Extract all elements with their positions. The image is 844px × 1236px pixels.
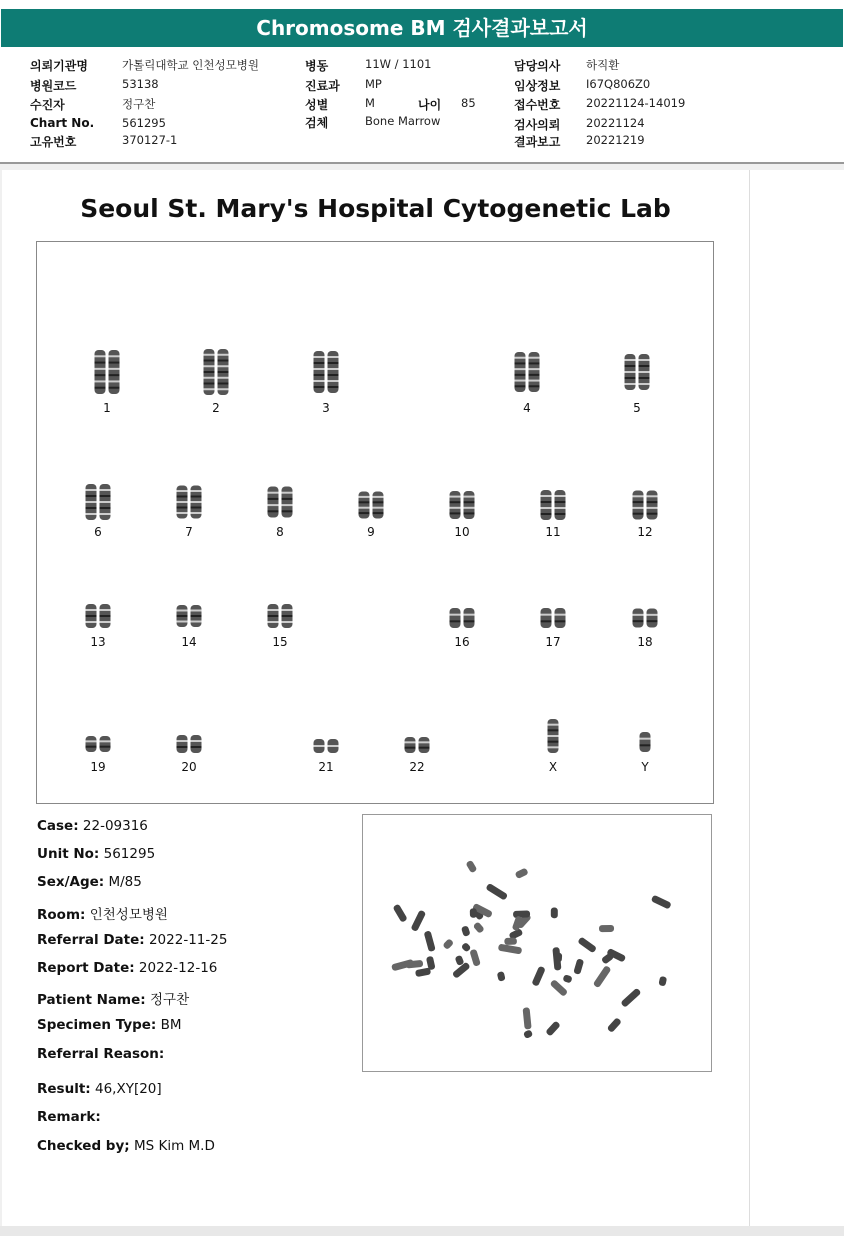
label-patient: 수진자: [30, 98, 65, 112]
metaphase-chromosome: [620, 988, 641, 1008]
report-date-line: [37, 960, 217, 976]
metaphase-chromosome: [442, 938, 454, 950]
report-date-value: 2022-12-16: [138, 960, 218, 976]
metaphase-chromosome: [523, 1029, 533, 1039]
chromosome-label-15: 15: [272, 635, 288, 649]
chromosome-pair-22: [405, 737, 430, 753]
value-receipt-no: 20221124-14019: [586, 96, 686, 110]
metaphase-chromosome: [424, 930, 436, 952]
value-specimen: Bone Marrow: [365, 114, 441, 128]
karyotype-image: [37, 242, 713, 803]
specimen-type-line: [37, 1017, 182, 1033]
chromosome-pair-19: [86, 736, 111, 752]
chromosome-label-1: 1: [103, 401, 111, 415]
metaphase-chromosome: [461, 925, 471, 937]
chromosome-pair-4: [515, 352, 540, 392]
sex-age-value: M/85: [108, 874, 142, 890]
patient-name-label: Patient Name:: [37, 992, 146, 1008]
chromosome-pair-11: [541, 490, 566, 520]
chromosome-label-20: 20: [181, 760, 197, 774]
metaphase-spread: [363, 815, 711, 1071]
metaphase-chromosome: [515, 868, 529, 880]
specimen-type-value: BM: [160, 1017, 182, 1033]
value-hospital-code: 53138: [122, 77, 159, 91]
metaphase-chromosome: [469, 949, 481, 967]
chromosome-label-4: 4: [523, 401, 531, 415]
case-label: Case:: [37, 818, 79, 834]
chromosome-pair-8: [268, 487, 293, 518]
value-clinical-info: I67Q806Z0: [586, 77, 651, 91]
chromosome-label-19: 19: [90, 760, 106, 774]
chromosome-pair-20: [177, 735, 202, 753]
metaphase-chromosome: [470, 908, 477, 918]
metaphase-chromosome: [473, 921, 485, 933]
unit-no-value: 561295: [103, 846, 156, 862]
chromosome-pair-16: [450, 608, 475, 628]
metaphase-chromosome: [513, 910, 530, 918]
metaphase-chromosome: [573, 958, 584, 975]
result-value: 46,XY[20]: [94, 1081, 162, 1097]
room-value: 인천성모병원: [89, 907, 168, 923]
chromosome-pair-5: [625, 354, 650, 390]
chromosome-pair-X: [548, 719, 559, 753]
metaphase-chromosome: [658, 976, 667, 987]
metaphase-chromosome: [497, 971, 506, 982]
metaphase-chromosome: [410, 910, 426, 932]
report-date-label: Report Date:: [37, 960, 135, 976]
value-doctor: 하직환: [586, 58, 620, 72]
chromosome-pair-2: [204, 349, 229, 395]
value-patient: 정구찬: [122, 97, 156, 111]
label-chart-no: Chart No.: [30, 116, 95, 130]
chromosome-label-Y: Y: [641, 760, 649, 774]
referral-reason-line: [37, 1046, 164, 1062]
metaphase-chromosome: [531, 966, 545, 987]
label-receipt-no: 접수번호: [514, 98, 561, 112]
chromosome-label-3: 3: [322, 401, 330, 415]
metaphase-chromosome: [551, 908, 558, 919]
chromosome-label-9: 9: [367, 525, 375, 539]
metaphase-chromosome: [577, 936, 597, 953]
chromosome-pair-10: [450, 491, 475, 519]
sex-age-label: Sex/Age:: [37, 874, 105, 890]
unit-no-line: [37, 846, 155, 862]
chromosome-label-8: 8: [276, 525, 284, 539]
label-department: 진료과: [305, 79, 340, 93]
metaphase-chromosome: [523, 1007, 532, 1029]
label-institution: 의뢰기관명: [30, 59, 88, 73]
label-ward: 병동: [305, 59, 329, 73]
value-chart-no: 561295: [122, 116, 166, 130]
chromosome-label-21: 21: [318, 760, 334, 774]
chromosome-label-14: 14: [181, 635, 197, 649]
bottom-strip: [0, 1226, 844, 1236]
case-line: [37, 818, 148, 834]
referral-reason-label: Referral Reason:: [37, 1046, 165, 1062]
lab-title: Seoul St. Mary's Hospital Cytogenetic Lab: [80, 194, 671, 223]
metaphase-chromosome: [498, 944, 522, 955]
label-hospital-code: 병원코드: [30, 79, 77, 93]
value-result-report: 20221219: [586, 133, 645, 147]
value-age: 85: [461, 96, 476, 110]
chromosome-pair-13: [86, 604, 111, 628]
metaphase-chromosome: [593, 965, 612, 988]
room-line: [37, 903, 168, 923]
referral-date-label: Referral Date:: [37, 932, 145, 948]
metaphase-chromosome: [461, 942, 472, 953]
chromosome-label-5: 5: [633, 401, 641, 415]
metaphase-chromosome: [651, 895, 672, 910]
label-clinical-info: 임상정보: [514, 79, 561, 93]
remark-line: [37, 1109, 101, 1125]
referral-date-value: 2022-11-25: [148, 932, 228, 948]
result-line: [37, 1081, 162, 1097]
chromosome-label-10: 10: [454, 525, 470, 539]
checked-by-line: [37, 1138, 215, 1154]
chromosome-pair-17: [541, 608, 566, 628]
chromosome-label-16: 16: [454, 635, 470, 649]
right-gutter: [749, 170, 844, 1226]
report-title: Chromosome BM 검사결과보고서: [1, 9, 843, 47]
patient-name-line: [37, 988, 189, 1008]
karyotype-panel: [36, 241, 714, 804]
checked-by-label: Checked by;: [37, 1138, 130, 1154]
specimen-type-label: Specimen Type:: [37, 1017, 157, 1033]
chromosome-pair-9: [359, 492, 384, 519]
metaphase-image: [362, 814, 712, 1072]
chromosome-label-2: 2: [212, 401, 220, 415]
value-sex: M: [365, 96, 375, 110]
metaphase-chromosome: [562, 974, 572, 983]
label-sex: 성별: [305, 98, 329, 112]
metaphase-chromosome: [555, 953, 563, 963]
value-ward: 11W / 1101: [365, 57, 432, 71]
checked-by-value: MS Kim M.D: [133, 1138, 215, 1154]
chromosome-label-17: 17: [545, 635, 561, 649]
value-institution: 가톨릭대학교 인천성모병원: [122, 58, 259, 72]
chromosome-pair-14: [177, 605, 202, 627]
chromosome-pair-3: [314, 351, 339, 393]
metaphase-chromosome: [391, 959, 414, 972]
value-test-request: 20221124: [586, 116, 645, 130]
unit-no-label: Unit No:: [37, 846, 100, 862]
patient-name-value: 정구찬: [149, 992, 190, 1008]
room-label: Room:: [37, 907, 86, 923]
chromosome-label-11: 11: [545, 525, 561, 539]
chromosome-label-6: 6: [94, 525, 102, 539]
chromosome-pair-Y: [640, 732, 651, 752]
chromosome-pair-1: [95, 350, 120, 394]
chromosome-pair-6: [86, 484, 111, 520]
case-value: 22-09316: [82, 818, 148, 834]
metaphase-chromosome: [607, 1017, 622, 1033]
chromosome-pair-7: [177, 486, 202, 519]
metaphase-chromosome: [392, 904, 407, 923]
metaphase-chromosome: [415, 967, 431, 977]
label-test-request: 검사의뢰: [514, 118, 561, 132]
label-specimen: 검체: [305, 116, 329, 130]
metaphase-chromosome: [504, 938, 517, 945]
referral-date-line: [37, 932, 227, 948]
chromosome-pair-21: [314, 739, 339, 753]
chromosome-label-12: 12: [637, 525, 653, 539]
value-unique-no: 370127-1: [122, 133, 178, 147]
remark-label: Remark:: [37, 1109, 101, 1125]
chromosome-label-22: 22: [409, 760, 425, 774]
chromosome-pair-15: [268, 604, 293, 628]
chromosome-label-18: 18: [637, 635, 653, 649]
chromosome-pair-12: [633, 491, 658, 520]
patient-info-panel: [0, 48, 844, 164]
chromosome-label-13: 13: [90, 635, 106, 649]
label-doctor: 담당의사: [514, 59, 561, 73]
metaphase-chromosome: [465, 860, 477, 874]
chromosome-pair-18: [633, 609, 658, 628]
chromosome-label-X: X: [548, 760, 558, 774]
metaphase-chromosome: [599, 925, 614, 932]
label-unique-no: 고유번호: [30, 135, 77, 149]
chromosome-label-7: 7: [185, 525, 193, 539]
metaphase-chromosome: [485, 883, 508, 901]
metaphase-chromosome: [545, 1020, 561, 1036]
label-age: 나이: [418, 98, 442, 112]
result-label: Result:: [37, 1081, 91, 1097]
value-department: MP: [365, 77, 382, 91]
sex-age-line: [37, 874, 142, 890]
label-result-report: 결과보고: [514, 135, 561, 149]
